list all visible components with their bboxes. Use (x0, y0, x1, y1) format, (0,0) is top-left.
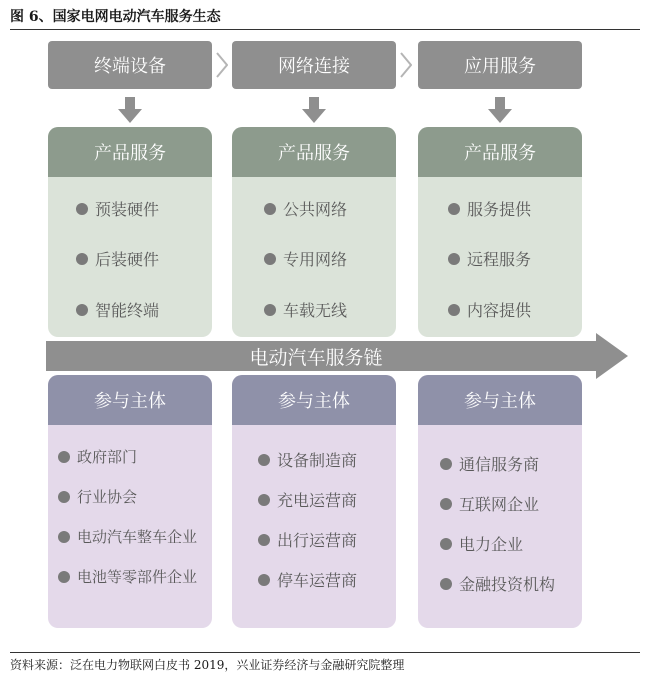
arrow-down-icon (118, 97, 142, 123)
bullet-dot-icon (258, 534, 270, 546)
list-item: 后装硬件 (76, 247, 159, 270)
figure-title: 图 6、国家电网电动汽车服务生态 (10, 9, 221, 25)
bullet-dot-icon (264, 203, 276, 215)
service-chain-label: 电动汽车服务链 (249, 346, 383, 369)
bullet-dot-icon (264, 253, 276, 265)
list-item: 电力企业 (440, 532, 523, 555)
source-note: 资料来源：泛在电力物联网白皮书 2019，兴业证券经济与金融研究院整理 (10, 658, 405, 672)
bullet-dot-icon (258, 574, 270, 586)
bullet-dot-icon (440, 578, 452, 590)
category-application-services: 应用服务 (418, 41, 582, 89)
participant-card-2 (232, 375, 396, 628)
list-item: 出行运营商 (258, 528, 357, 551)
list-item: 电池等零部件企业 (58, 566, 197, 587)
bullet-dot-icon (76, 304, 88, 316)
bullet-dot-icon (448, 253, 460, 265)
list-item: 公共网络 (264, 197, 347, 220)
card-header: 产品服务 (232, 127, 396, 177)
product-card-1 (48, 127, 212, 337)
list-item: 停车运营商 (258, 568, 357, 591)
bullet-dot-icon (440, 538, 452, 550)
card-header: 参与主体 (232, 375, 396, 425)
bullet-dot-icon (448, 203, 460, 215)
list-item: 行业协会 (58, 486, 137, 507)
list-item: 充电运营商 (258, 488, 357, 511)
list-item: 专用网络 (264, 247, 347, 270)
participant-card-1 (48, 375, 212, 628)
top-divider (10, 29, 640, 30)
list-item: 互联网企业 (440, 492, 539, 515)
bottom-divider (10, 652, 640, 653)
list-item: 远程服务 (448, 247, 531, 270)
product-card-2 (232, 127, 396, 337)
card-header: 产品服务 (48, 127, 212, 177)
bullet-dot-icon (58, 491, 70, 503)
list-item: 车载无线 (264, 298, 347, 321)
bullet-dot-icon (448, 304, 460, 316)
bullet-dot-icon (58, 451, 70, 463)
list-item: 电动汽车整车企业 (58, 526, 197, 547)
card-header: 参与主体 (418, 375, 582, 425)
category-terminal-devices: 终端设备 (48, 41, 212, 89)
list-item: 设备制造商 (258, 448, 357, 471)
list-item: 政府部门 (58, 446, 137, 467)
bullet-dot-icon (58, 531, 70, 543)
bullet-dot-icon (76, 253, 88, 265)
chevron-right-icon (400, 52, 412, 78)
bullet-dot-icon (76, 203, 88, 215)
arrow-down-icon (488, 97, 512, 123)
product-card-3 (418, 127, 582, 337)
chevron-right-icon (216, 52, 228, 78)
list-item: 内容提供 (448, 298, 531, 321)
list-item: 金融投资机构 (440, 572, 555, 595)
category-network-connection: 网络连接 (232, 41, 396, 89)
card-header: 产品服务 (418, 127, 582, 177)
bullet-dot-icon (264, 304, 276, 316)
list-item: 预装硬件 (76, 197, 159, 220)
list-item: 通信服务商 (440, 452, 539, 475)
card-header: 参与主体 (48, 375, 212, 425)
arrow-down-icon (302, 97, 326, 123)
participant-card-3 (418, 375, 582, 628)
list-item: 服务提供 (448, 197, 531, 220)
bullet-dot-icon (258, 494, 270, 506)
bullet-dot-icon (440, 458, 452, 470)
bullet-dot-icon (258, 454, 270, 466)
bullet-dot-icon (58, 571, 70, 583)
bullet-dot-icon (440, 498, 452, 510)
list-item: 智能终端 (76, 298, 159, 321)
